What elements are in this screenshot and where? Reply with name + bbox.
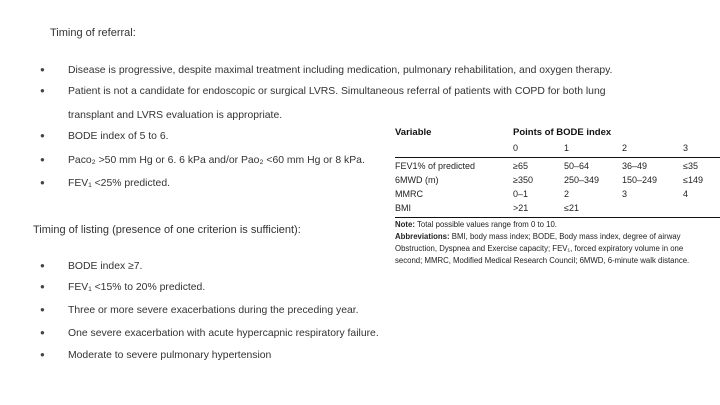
bullet-icon: ● [40,282,45,291]
bullet-icon: ● [40,350,45,359]
bullet-icon: ● [40,155,45,164]
bullet-icon: ● [40,328,45,337]
bullet-icon: ● [40,65,45,74]
listing-heading: Timing of listing (presence of one criterion is sufficient): [33,224,301,236]
bullet-icon: ● [40,178,45,187]
bullet-icon: ● [40,131,45,140]
table-rule [395,217,720,218]
slide: Timing of referral: ● Disease is progressive, despite maximal treatment including medication, pulmonary rehabilitation, and oxygen therapy. ● Patient is not a candidate for endoscopic or surgical LVRS. Simultaneous referral of patients with COPD for both lung transplant and LVRS evaluation is appropriate. ● BODE index of 5 to 6. ● Paco₂ >50 mm Hg or 6. 6 kPa and/or Pao₂ <60 mm Hg or 8 kPa. ● FEV₁ <25% predicted. Timing of listing (presence of one criterion is sufficient): ● BODE index ≥7. ● FEV₁ <15% to 20% predicted. ● Three or more severe exacerbations during the preceding year. ● One severe exacerbation with acute hypercapnic respiratory failure. ● Moderate to severe pulmonary hypertension Variable Points of BODE index 0 1 2 3 FEV1% of predicted ≥65 50–64 36–49 ≤35 6MWD (m) ≥350 250–349 150–249 ≤149 MMRC 0–1 2 3 4 BMI >21 ≤21 Note: Total possible values range from 0 to 10. Abbreviations: BMI, body mass index; BODE, Body mass index, degree of airway Obstruction, Dyspnea and Exercise capacity; FEV₁, forced expiratory volume in one second; MMRC, Modified Medical Research Council; 6MWD, 6-minute walk distance. [0,0,720,405]
points-header: 2 [622,143,628,153]
table-note: Note: Total possible values range from 0 to 10. Abbreviations: BMI, body mass index; BODE, Body mass index, degree of airway Obstruction, Dyspnea and Exercise capacity; FEV₁, forced expiratory volume in one second; MMRC, Modified Medical Research Council; 6MWD, 6-minute walk distance. [395,220,690,265]
points-header: 3 [683,143,689,153]
table-header-variable: Variable [395,127,432,138]
points-header: 0 [513,143,519,153]
bullet-icon: ● [40,261,45,270]
table-header-points: Points of BODE index [513,127,612,138]
points-header: 1 [564,143,570,153]
bullet-icon: ● [40,305,45,314]
table-rule [395,157,720,158]
bullet-icon: ● [40,86,45,95]
referral-heading: Timing of referral: [50,27,136,39]
bode-table: Variable Points of BODE index 0 1 2 3 FEV1% of predicted ≥65 50–64 36–49 ≤35 6MWD (m) ≥350 250–349 150–249 ≤149 MMRC 0–1 2 3 4 BMI >21 ≤21 Note: Total possible values range from 0 to 10. Abbreviations: BMI, body mass index; BODE, Body mass index, degree of airway Obstruction, Dyspnea and Exercise capacity; FEV₁, forced expiratory volume in one second; MMRC, Modified Medical Research Council; 6MWD, 6-minute walk distance. [383,124,720,284]
